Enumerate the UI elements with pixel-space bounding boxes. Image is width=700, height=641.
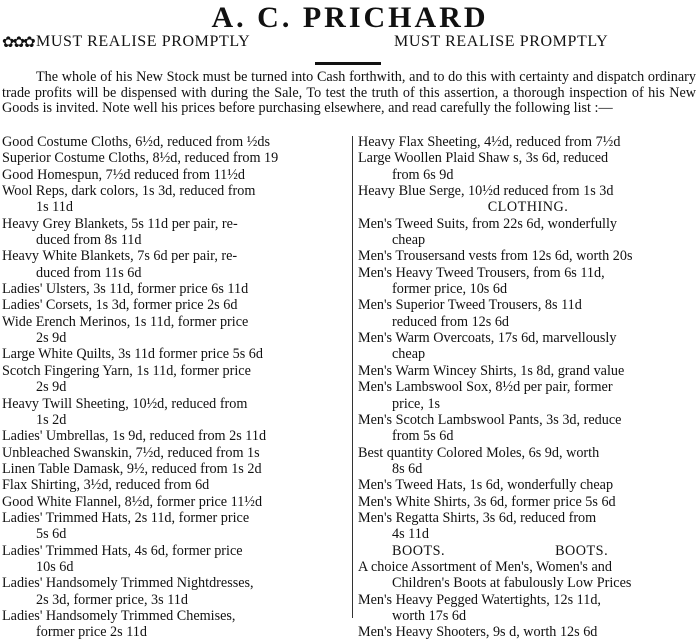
list-item bbox=[358, 510, 698, 543]
list-item bbox=[358, 445, 698, 478]
list-item bbox=[2, 494, 348, 510]
item-text: Flax Shirting, 3½d, reduced from 6d bbox=[2, 477, 210, 494]
list-item bbox=[2, 428, 348, 444]
item-text: Large White Quilts, 3s 11d former price 5s 6d bbox=[2, 346, 263, 363]
item-text-continued: from 6s 9d bbox=[392, 166, 454, 183]
item-text: Ladies' Umbrellas, 1s 9d, reduced from 2s 11d bbox=[2, 428, 267, 445]
list-item bbox=[358, 559, 698, 592]
item-text: Ladies' Corsets, 1s 3d, former price 2s 6d bbox=[2, 297, 238, 314]
list-item bbox=[2, 134, 348, 150]
list-item bbox=[2, 183, 348, 216]
list-item bbox=[358, 248, 698, 264]
list-item bbox=[2, 281, 348, 297]
item-text-continued: price, 1s bbox=[392, 395, 441, 412]
item-text: Men's Tweed Hats, 1s 6d, wonderfully cheap bbox=[358, 477, 614, 494]
tagline-left: MUST REALISE PROMPTLY bbox=[36, 33, 251, 50]
list-item bbox=[2, 608, 348, 641]
right-column bbox=[358, 134, 698, 641]
list-item bbox=[358, 134, 698, 150]
list-item bbox=[358, 297, 698, 330]
item-text-continued: cheap bbox=[392, 232, 426, 249]
item-text: Men's Heavy Shooters, 9s d, worth 12s 6d bbox=[358, 624, 598, 641]
item-text-continued: duced from 8s 11d bbox=[36, 232, 142, 249]
item-text: Wide Erench Merinos, 1s 11d, former price bbox=[2, 313, 249, 330]
list-item bbox=[358, 624, 698, 640]
list-item bbox=[358, 265, 698, 298]
item-text: Men's Regatta Shirts, 3s 6d, reduced from bbox=[358, 509, 597, 526]
item-text: Good Costume Cloths, 6½d, reduced from ½ds bbox=[2, 134, 270, 150]
list-item bbox=[358, 412, 698, 445]
section-heading-clothing: CLOTHING. bbox=[487, 199, 569, 216]
item-text-continued: Children's Boots at fabulously Low Prices bbox=[392, 575, 632, 592]
item-text-continued: cheap bbox=[392, 346, 426, 363]
item-text: Good White Flannel, 8½d, former price 11½d bbox=[2, 493, 263, 510]
list-item bbox=[358, 330, 698, 363]
item-text: Scotch Fingering Yarn, 1s 11d, former price bbox=[2, 362, 251, 379]
left-column bbox=[2, 134, 348, 641]
item-text: Ladies' Trimmed Hats, 4s 6d, former price bbox=[2, 542, 243, 559]
list-item bbox=[358, 183, 698, 199]
list-item bbox=[2, 543, 348, 576]
boots-heading-left: BOOTS. bbox=[392, 542, 446, 559]
list-item bbox=[2, 363, 348, 396]
item-text-continued: 2s 9d bbox=[36, 330, 67, 347]
item-text-continued: 2s 3d, former price, 3s 11d bbox=[36, 591, 188, 608]
item-text: Heavy Flax Sheeting, 4½d, reduced from 7½d bbox=[358, 134, 621, 150]
item-text-continued: 1s 11d bbox=[36, 199, 73, 216]
tagline-right: MUST REALISE PROMPTLY bbox=[394, 33, 609, 50]
list-item bbox=[2, 150, 348, 166]
item-text-continued: 8s 6d bbox=[392, 460, 423, 477]
item-text: Men's White Shirts, 3s 6d, former price 5s 6d bbox=[358, 493, 616, 510]
item-text: Men's Tweed Suits, from 22s 6d, wonderfully bbox=[358, 215, 618, 232]
item-text: Men's Heavy Tweed Trousers, from 6s 11d, bbox=[358, 264, 605, 281]
intro-paragraph: The whole of his New Stock must be turned into Cash forthwith, and to do this with certainty and dispatch ordinary trade profits will be dispensed with during the Sale, To test the truth of this assertion, a thorough inspection of his New Goods is invited. Note well his prices before purchasing elsewhere, and read carefully the following list :— bbox=[2, 69, 696, 116]
item-text: Heavy Twill Sheeting, 10½d, reduced from bbox=[2, 395, 248, 412]
item-text-continued: 5s 6d bbox=[36, 526, 67, 543]
list-item bbox=[2, 314, 348, 347]
list-item bbox=[2, 396, 348, 429]
list-item bbox=[2, 216, 348, 249]
item-text: Best quantity Colored Moles, 6s 9d, worth bbox=[358, 444, 600, 461]
item-text: Men's Scotch Lambswool Pants, 3s 3d, reduce bbox=[358, 411, 622, 428]
list-item bbox=[2, 346, 348, 362]
item-text-continued: 2s 9d bbox=[36, 379, 67, 396]
item-text: Large Woollen Plaid Shaw s, 3s 6d, reduced bbox=[358, 150, 609, 167]
list-item bbox=[358, 494, 698, 510]
list-item bbox=[358, 216, 698, 249]
item-text: Men's Trousersand vests from 12s 6d, worth 20s bbox=[358, 248, 633, 265]
item-text: Ladies' Trimmed Hats, 2s 11d, former price bbox=[2, 509, 250, 526]
item-text: Wool Reps, dark colors, 1s 3d, reduced from bbox=[2, 183, 256, 200]
list-item bbox=[2, 575, 348, 608]
list-item bbox=[2, 297, 348, 313]
item-text: Good Homespun, 7½d reduced from 11½d bbox=[2, 166, 245, 183]
item-text-continued: from 5s 6d bbox=[392, 428, 454, 445]
item-text-continued: former price, 10s 6d bbox=[392, 281, 508, 298]
list-item bbox=[358, 592, 698, 625]
list-item bbox=[2, 248, 348, 281]
flourish-icon: ✿✿✿ bbox=[2, 35, 34, 51]
list-item bbox=[2, 167, 348, 183]
column-divider bbox=[352, 136, 353, 618]
list-item bbox=[2, 510, 348, 543]
item-text: Men's Lambswool Sox, 8½d per pair, former bbox=[358, 379, 613, 396]
list-item bbox=[2, 477, 348, 493]
item-text-continued: 10s 6d bbox=[36, 558, 74, 575]
tagline-row bbox=[0, 33, 700, 53]
item-text: A choice Assortment of Men's, Women's and bbox=[358, 558, 612, 575]
item-text-continued: former price 2s 11d bbox=[36, 624, 147, 641]
item-text-continued: duced from 11s 6d bbox=[36, 264, 142, 281]
item-text: Men's Superior Tweed Trousers, 8s 11d bbox=[358, 297, 582, 314]
list-item bbox=[358, 363, 698, 379]
item-text-continued: 1s 2d bbox=[36, 411, 67, 428]
list-item bbox=[358, 477, 698, 493]
boots-heading-right: BOOTS. bbox=[555, 542, 609, 559]
item-text: Unbleached Swanskin, 7½d, reduced from 1s bbox=[2, 444, 260, 461]
list-item bbox=[358, 150, 698, 183]
item-text-continued: worth 17s 6d bbox=[392, 607, 467, 624]
item-text: Heavy Grey Blankets, 5s 11d per pair, re- bbox=[2, 215, 238, 232]
item-text: Men's Warm Overcoats, 17s 6d, marvellously bbox=[358, 330, 617, 347]
list-item bbox=[2, 461, 348, 477]
item-text: Heavy Blue Serge, 10½d reduced from 1s 3d bbox=[358, 183, 614, 200]
list-item bbox=[358, 379, 698, 412]
page-title: A. C. PRICHARD bbox=[211, 1, 489, 34]
list-item bbox=[2, 445, 348, 461]
item-text: Ladies' Handsomely Trimmed Chemises, bbox=[2, 607, 236, 624]
item-text-continued: reduced from 12s 6d bbox=[392, 313, 510, 330]
item-text-continued: 4s 11d bbox=[392, 526, 429, 543]
section-heading-boots bbox=[358, 543, 698, 559]
item-text: Linen Table Damask, 9½, reduced from 1s 2d bbox=[2, 460, 262, 477]
item-text: Ladies' Handsomely Trimmed Nightdresses, bbox=[2, 575, 254, 592]
item-text: Men's Heavy Pegged Watertights, 12s 11d, bbox=[358, 591, 601, 608]
item-text: Men's Warm Wincey Shirts, 1s 8d, grand value bbox=[358, 362, 625, 379]
divider-rule bbox=[315, 62, 381, 65]
item-text: Superior Costume Cloths, 8½d, reduced from 19 bbox=[2, 150, 279, 167]
item-text: Ladies' Ulsters, 3s 11d, former price 6s 11d bbox=[2, 281, 249, 298]
item-text: Heavy White Blankets, 7s 6d per pair, re- bbox=[2, 248, 238, 265]
